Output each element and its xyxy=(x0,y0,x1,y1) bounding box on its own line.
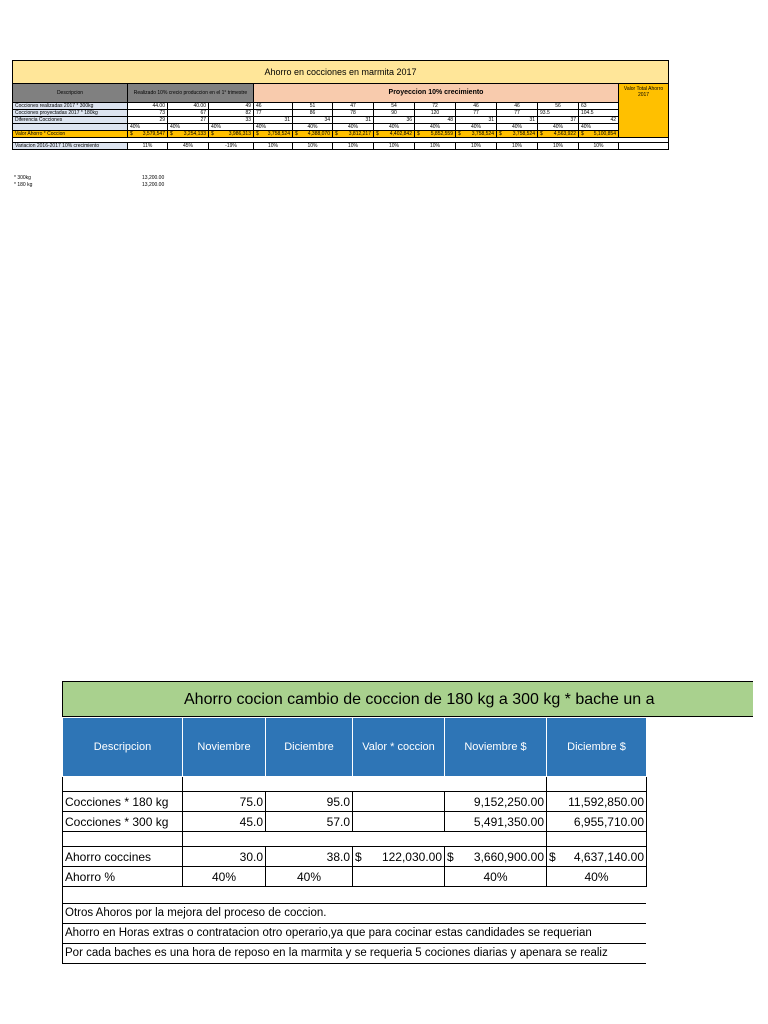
table-row: Diferencia Cocciones 29 27 33 31 34 31 36 48 31 31 37 42 xyxy=(13,117,669,124)
desc-header: Descripcion xyxy=(13,84,128,103)
col-header: Noviembre $ xyxy=(445,718,547,777)
table-row: Cocciones * 300 kg 45.0 57.0 5,491,350.00 6,955,710.00 xyxy=(63,812,647,832)
table-row: 40% 40% 40% 40% 40% 40% 40% 40% 40% 40% 40% 40% xyxy=(13,124,669,131)
header-row xyxy=(63,718,647,777)
proyeccion-header: Proyeccion 10% crecimiento xyxy=(254,84,619,103)
notes-block xyxy=(62,886,646,964)
col-header: Diciembre xyxy=(266,718,353,777)
variacion-row: Variacion 2016-2017 10% crecimiento 11% 45% -19% 10% 10% 10% 10% 10% 10% 10% 10% 10% xyxy=(13,143,669,150)
col-header: Descripcion xyxy=(63,718,183,777)
savings-table-2017 xyxy=(12,60,669,150)
realizado-header: Realizado 10% crecio produccion en el 1° trimestre xyxy=(128,84,254,103)
note-row: * 300kg 13,200.00 xyxy=(14,175,165,181)
table-title: Ahorro en cocciones en marmita 2017 xyxy=(13,61,669,84)
savings-grid xyxy=(62,717,647,887)
valor-ahorro-row: Valor Ahorro * Coccion $ 3,579,547 $ 3,254,133 $ 3,986,313 $ 3,758,524 $ 4,388,070 $ 3,812,217 $ 4,402,842 $ 5,852,559 $ 3,758,524 $ 3,758,524 $ 4,563,922 $ 5,100,854 xyxy=(13,131,669,138)
col-header: Diciembre $ xyxy=(547,718,647,777)
table-row: Cocciones realizadas 2017 * 300kg 44.00 40.00 49 46 51 47 54 72 46 46 56 63 xyxy=(13,103,669,110)
col-header: Valor * coccion xyxy=(353,718,445,777)
col-header: Noviembre xyxy=(183,718,266,777)
note-line: Otros Ahoros por la mejora del proceso de coccion. xyxy=(62,904,646,924)
note-line: Por cada baches es una hora de reposo en la marmita y se requeria 5 cociones diarias y apenara se realiz xyxy=(62,944,646,964)
weight-notes xyxy=(14,175,164,189)
note-row: * 180 kg 13,200.00 xyxy=(14,182,165,188)
ahorro-row: Ahorro coccines 30.0 38.0 $ 122,030.00 $ 3,660,900.00 $ 4,637,140.00 xyxy=(63,847,647,867)
table-row: Cocciones * 180 kg 75.0 95.0 9,152,250.00 11,592,850.00 xyxy=(63,792,647,812)
section-title: Ahorro cocion cambio de coccion de 180 kg a 300 kg * bache un a xyxy=(62,681,753,717)
note-line: Ahorro en Horas extras o contratacion otro operario,ya que para cocinar estas candidades se requerian xyxy=(62,924,646,944)
ahorro-pct-row: Ahorro % 40% 40% 40% 40% xyxy=(63,867,647,887)
total-header: Valor Total Ahorro 2017 xyxy=(619,84,669,138)
table-row: Cocciones proyectadas 2017 * 180kg 73 67 82 77 86 78 90 120 77 77 93.5 104.5 xyxy=(13,110,669,117)
